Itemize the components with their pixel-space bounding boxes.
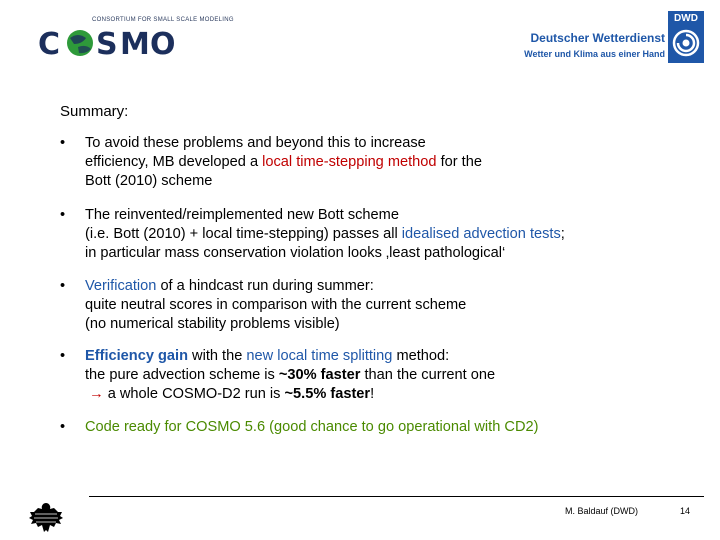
highlight-blue-bold: Efficiency gain: [85, 348, 188, 364]
footer-author: M. Baldauf (DWD): [565, 506, 639, 516]
highlight-bold: ~30% faster: [278, 367, 361, 383]
dwd-slogan: Wetter und Klima aus einer Hand: [524, 49, 665, 59]
dwd-badge-label: DWD: [674, 13, 698, 24]
arrow-icon: →: [89, 386, 104, 402]
highlight-blue: new local time splitting: [246, 348, 393, 364]
bullet-text: [85, 418, 705, 437]
bullet-line: (i.e. Bott (2010) + local time-stepping) passes all: [85, 226, 402, 242]
dwd-swirl-icon: [672, 28, 700, 58]
bullet-line: efficiency, MB developed a: [85, 154, 263, 170]
dwd-name: Deutscher Wetterdienst: [530, 31, 665, 45]
bullet-line: than the current one: [360, 367, 496, 383]
dwd-logo: [668, 11, 704, 63]
bullet-marker: •: [60, 135, 66, 151]
bullet-line: quite neutral scores in comparison with the current scheme: [85, 297, 467, 313]
svg-text:M: M: [120, 27, 150, 62]
svg-text:C: C: [38, 27, 61, 62]
highlight-blue: idealised advection tests: [401, 226, 561, 242]
bullet-line: method:: [392, 348, 450, 364]
highlight-blue: Verification: [85, 278, 157, 294]
bullet-line: ;: [560, 226, 565, 242]
bullet-line: Bott (2010) scheme: [85, 173, 213, 189]
bullet-line: To avoid these problems and beyond this to increase: [85, 135, 426, 151]
bullet-text: [85, 277, 705, 334]
federal-eagle-icon: [26, 500, 66, 536]
bullet-marker: •: [60, 419, 66, 435]
highlight-bold: ~5.5% faster: [284, 386, 371, 402]
svg-text:O: O: [150, 27, 176, 62]
highlight-red: local time-stepping method: [262, 154, 437, 170]
page-number: 14: [680, 506, 691, 516]
summary-heading: Summary:: [60, 103, 129, 120]
bullet-line: in particular mass conservation violation looks ‚least pathological‘: [85, 245, 506, 261]
bullet-text: [85, 206, 705, 263]
bullet-marker: •: [60, 348, 66, 364]
bullet-line: of a hindcast run during summer:: [156, 278, 374, 294]
bullet-line: (no numerical stability problems visible): [85, 316, 340, 332]
bullet-line: a whole COSMO-D2 run is: [103, 386, 285, 402]
bullet-line: with the: [188, 348, 247, 364]
bullet-line: for the: [436, 154, 482, 170]
bullet-line: the pure advection scheme is: [85, 367, 279, 383]
cosmo-tagline: CONSORTIUM FOR SMALL SCALE MODELING: [92, 17, 234, 23]
bullet-line: The reinvented/reimplemented new Bott scheme: [85, 207, 399, 223]
bullet-marker: •: [60, 278, 66, 294]
footer-divider: [89, 496, 704, 497]
bullet-marker: •: [60, 207, 66, 223]
bullet-line: !: [370, 386, 375, 402]
bullet-text: [85, 347, 705, 404]
bullet-text: [85, 134, 705, 191]
svg-text:S: S: [96, 27, 118, 62]
highlight-green: Code ready for COSMO 5.6 (good chance to go operational with CD2): [85, 419, 539, 435]
